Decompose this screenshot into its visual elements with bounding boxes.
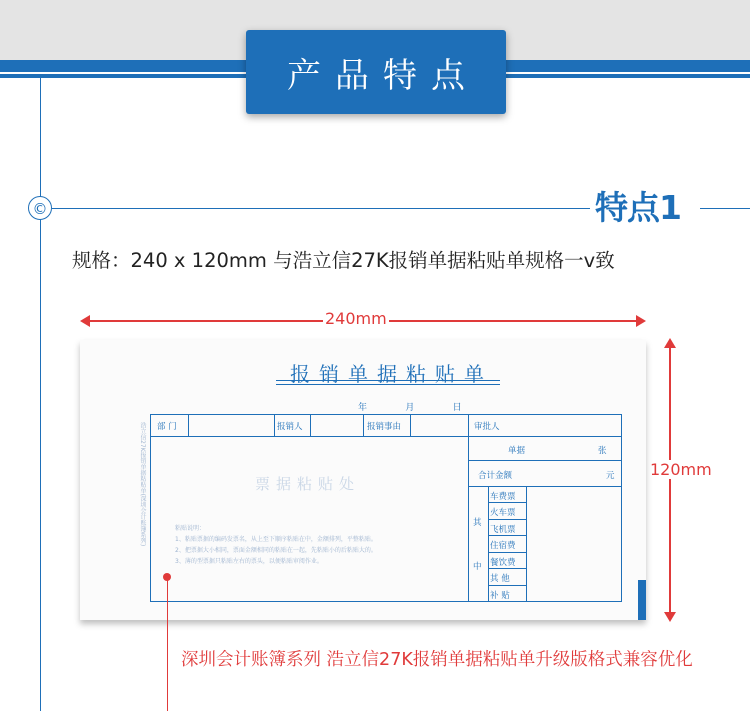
approver-label: 审批人: [474, 422, 500, 432]
copyright-icon: ©: [28, 196, 52, 220]
form-divider: [274, 414, 275, 436]
section-title-tab: [246, 30, 506, 114]
date-month-label: 月: [405, 403, 419, 413]
note-line: 1、粘贴票据的编码发票名，从上至下顺序粘贴在中，金额排列，平整粘贴。: [175, 536, 377, 543]
form-table: [150, 414, 622, 602]
form-title-underline: [276, 380, 500, 385]
date-row: [358, 400, 466, 413]
form-divider: [526, 486, 527, 602]
arrow-up-icon: [664, 338, 676, 348]
documents-label: 单据: [508, 446, 526, 456]
form-divider: [488, 502, 526, 503]
reporter-label: 报销人: [277, 422, 303, 432]
form-divider: [468, 486, 622, 487]
annotation-caption: 深圳会计账簿系列 浩立信27K报销单据粘贴单升级版格式兼容优化: [181, 650, 693, 670]
category-item: 飞机票: [490, 525, 516, 535]
category-item: 餐饮费: [490, 558, 516, 568]
documents-unit: 张: [598, 446, 607, 456]
form-side-text: 浩立信27K报销单据粘贴单(深圳会计账簿系列): [139, 422, 146, 547]
form-divider: [468, 460, 622, 461]
category-item: 车费票: [490, 492, 516, 502]
matter-label: 报销事由: [367, 422, 402, 432]
category-item: 火车票: [490, 508, 516, 518]
form-header-line: [150, 436, 468, 437]
form-divider: [488, 519, 526, 520]
department-label: 部 门: [157, 422, 177, 432]
right-panel-divider: [468, 414, 469, 602]
total-unit: 元: [606, 471, 615, 481]
left-guide-line: [40, 78, 41, 711]
arrow-left-icon: [80, 315, 90, 327]
feature-divider-right: [700, 208, 750, 209]
form-divider: [468, 436, 622, 437]
form-divider: [310, 414, 311, 436]
note-line: 粘贴说明：: [175, 525, 206, 532]
note-line: 3、薄的型票据只粘贴左右的票头，以便粘贴审阅作业。: [175, 558, 323, 565]
form-divider: [488, 535, 526, 536]
total-label: 合计金额: [478, 471, 513, 481]
height-dimension-line: [669, 342, 671, 620]
paste-area-label: 票据粘贴处: [255, 475, 361, 493]
category-group-top: 其: [473, 518, 482, 528]
form-edge-bar: [638, 580, 646, 620]
form-divider: [488, 585, 526, 586]
arrow-down-icon: [664, 612, 676, 622]
category-group-bottom: 中: [473, 562, 482, 572]
arrow-right-icon: [636, 315, 646, 327]
paste-instructions: [175, 523, 377, 567]
form-divider: [488, 552, 526, 553]
form-title: 报销单据粘贴单: [290, 362, 493, 386]
form-divider: [363, 414, 364, 436]
date-year-label: 年: [358, 403, 372, 413]
category-item: 住宿费: [490, 541, 516, 551]
feature-divider-left: [52, 208, 590, 209]
height-label: 120mm: [650, 460, 712, 479]
annotation-pointer-line: [167, 577, 169, 711]
width-label: 240mm: [325, 309, 387, 328]
form-divider: [188, 414, 189, 436]
category-item: 补 贴: [490, 591, 510, 601]
spec-text: 规格：240 x 120mm 与浩立信27K报销单据粘贴单规格一v致: [72, 249, 615, 272]
category-item: 其 他: [490, 574, 510, 584]
form-divider: [488, 568, 526, 569]
section-title: 产品特点: [287, 55, 479, 96]
date-day-label: 日: [452, 403, 466, 413]
form-divider: [410, 414, 411, 436]
note-line: 2、把票据大小相同，票面金额相同的粘贴在一起，先粘贴小的后粘贴大的。: [175, 547, 377, 554]
feature-title: 特点1: [595, 188, 681, 227]
